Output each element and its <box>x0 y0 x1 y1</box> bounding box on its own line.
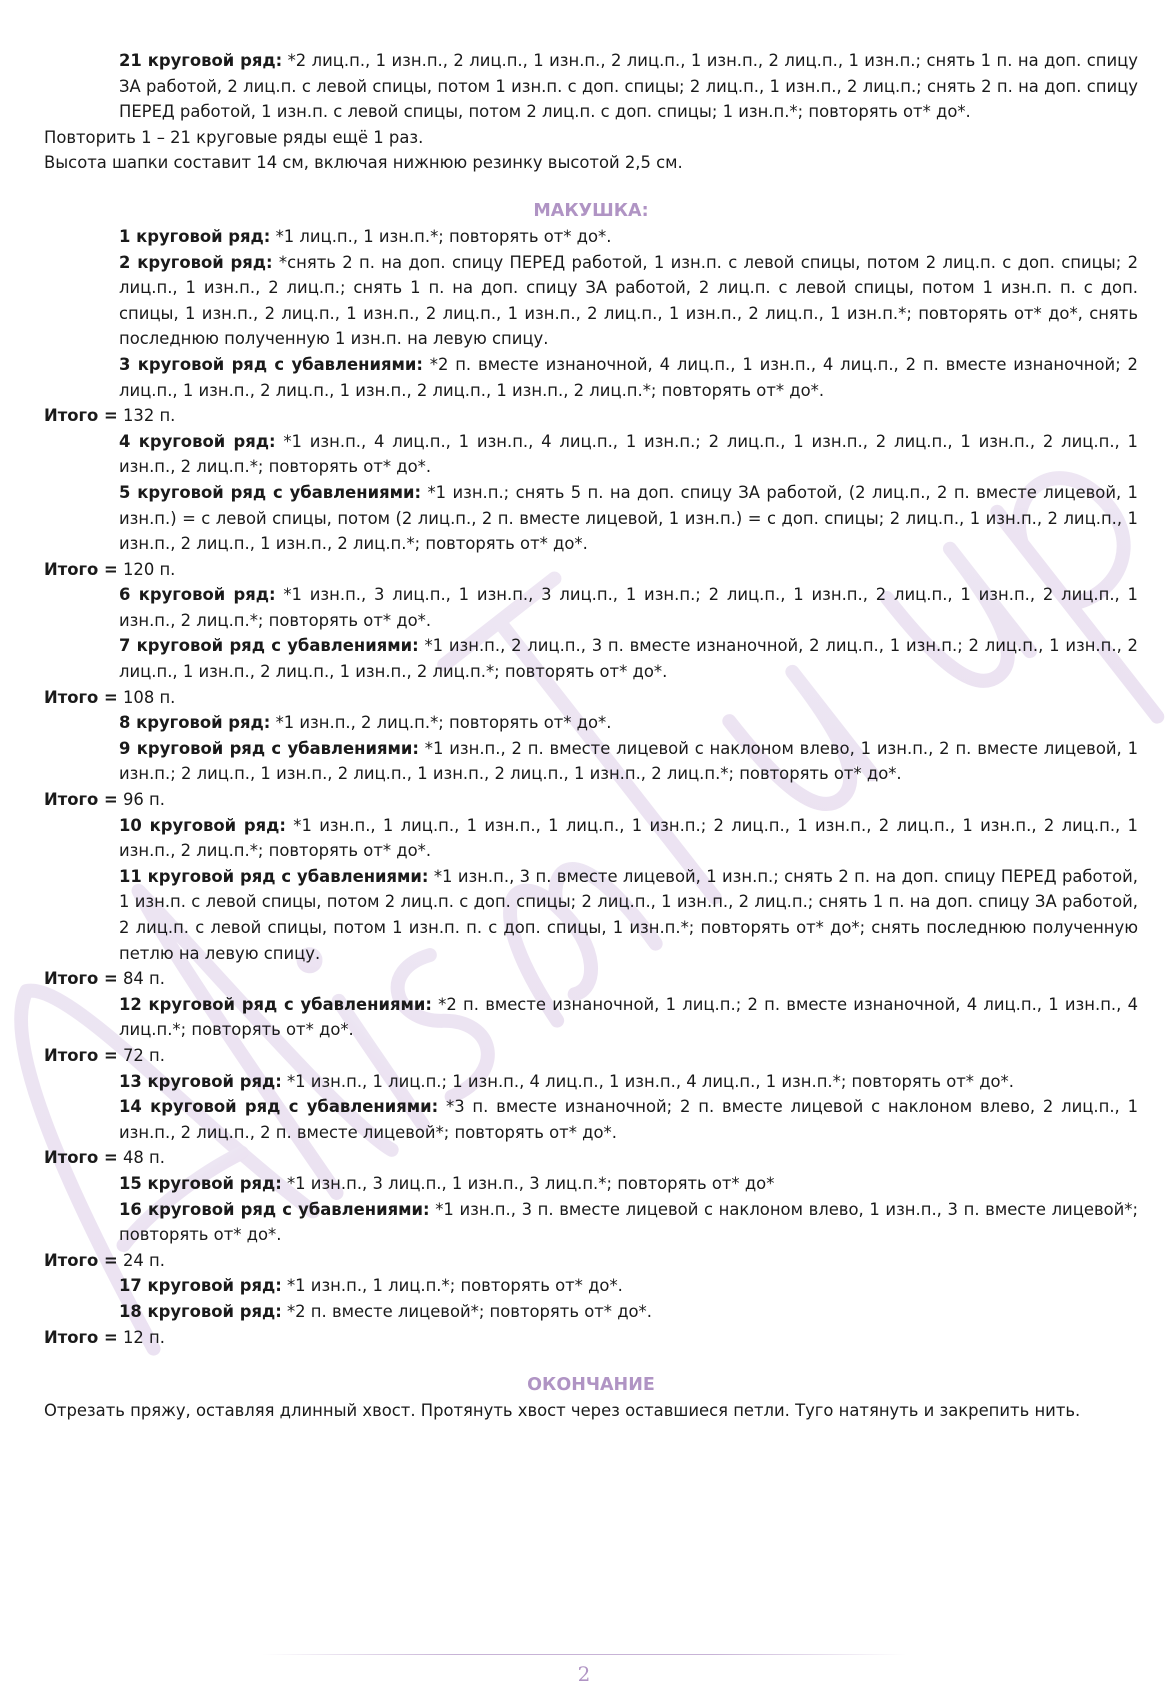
total-label: Итого = <box>44 1327 118 1347</box>
crown-row <box>44 480 1138 557</box>
total-label: Итого = <box>44 559 118 579</box>
stitch-total <box>44 1325 1138 1351</box>
crown-row <box>44 250 1138 352</box>
crown-row <box>44 813 1138 864</box>
row-text: *1 изн.п.; снять 5 п. на доп. спицу ЗА работой, (2 лиц.п., 2 п. вместе лицевой, 1 изн.п.) = с левой спицы, потом (2 лиц.п., 2 п. вместе лицевой, 1 изн.п.) = с доп. спицы; 2 лиц.п., 1 изн.п., 2 лиц.п., 1 изн.п., 2 лиц.п., 1 изн.п., 2 лиц.п.*; повторять от* до*. <box>119 482 1138 554</box>
total-value: 24 п. <box>117 1250 165 1270</box>
row-label: 6 круговой ряд: <box>119 585 276 605</box>
total-label: Итого = <box>44 406 118 426</box>
total-value: 132 п. <box>117 406 176 426</box>
row-text: *1 изн.п., 4 лиц.п., 1 изн.п., 4 лиц.п., 1 изн.п.; 2 лиц.п., 1 изн.п., 2 лиц.п., 1 изн.п., 2 лиц.п., 1 изн.п., 2 лиц.п.*; повторять от* до*. <box>119 431 1138 477</box>
row-text: *2 п. вместе изнаночной, 1 лиц.п.; 2 п. вместе изнаночной, 4 лиц.п., 1 изн.п., 4 лиц.п.*; повторять от* до*. <box>119 994 1139 1040</box>
stitch-total <box>44 685 1138 711</box>
total-label: Итого = <box>44 790 118 810</box>
row-label: 12 круговой ряд с убавлениями: <box>119 994 432 1014</box>
stitch-total <box>44 1248 1138 1274</box>
crown-row <box>44 1273 1138 1299</box>
row-label: 15 круговой ряд: <box>119 1173 282 1193</box>
crown-row <box>44 352 1138 403</box>
row-text: *1 изн.п., 2 лиц.п.*; повторять от* до*. <box>270 713 612 733</box>
row-label: 13 круговой ряд: <box>119 1071 282 1091</box>
crown-row <box>44 429 1138 480</box>
total-value: 48 п. <box>117 1148 165 1168</box>
total-value: 120 п. <box>117 559 176 579</box>
row-text: *1 изн.п., 2 лиц.п., 3 п. вместе изнаночной, 2 лиц.п., 1 изн.п.; 2 лиц.п., 1 изн.п., 2 лиц.п., 1 изн.п., 2 лиц.п., 1 изн.п., 2 лиц.п.*; повторять от* до*. <box>119 636 1138 682</box>
crown-row <box>44 736 1138 787</box>
stitch-total <box>44 557 1138 583</box>
crown-row <box>44 1197 1138 1248</box>
stitch-total <box>44 403 1138 429</box>
row-text: *1 изн.п., 2 п. вместе лицевой с наклоном влево, 1 изн.п., 2 п. вместе лицевой, 1 изн.п.; 2 лиц.п., 1 изн.п., 2 лиц.п., 1 изн.п., 2 лиц.п., 1 изн.п., 2 лиц.п.*; повторять от* до*. <box>119 738 1138 784</box>
total-value: 108 п. <box>117 687 176 707</box>
row-label: 2 круговой ряд: <box>119 252 273 272</box>
total-label: Итого = <box>44 687 118 707</box>
crown-row <box>44 710 1138 736</box>
row-text: *1 изн.п., 1 лиц.п., 1 изн.п., 1 лиц.п., 1 изн.п.; 2 лиц.п., 1 изн.п., 2 лиц.п., 1 изн.п., 2 лиц.п., 1 изн.п., 2 лиц.п.*; повторять от* до*. <box>119 815 1138 861</box>
row-label: 8 круговой ряд: <box>119 713 271 733</box>
crown-rows <box>44 224 1138 1350</box>
crown-row <box>44 1069 1138 1095</box>
row-label: 18 круговой ряд: <box>119 1301 282 1321</box>
crown-row <box>44 864 1138 966</box>
row-label: 4 круговой ряд: <box>119 431 276 451</box>
row-text: *снять 2 п. на доп. спицу ПЕРЕД работой, 1 изн.п. с левой спицы, потом 2 лиц.п. с доп. спицы; 2 лиц.п., 1 изн.п., 2 лиц.п.; снять 1 п. на доп. спицу ЗА работой, 2 лиц.п. с левой спицы, потом 1 изн.п. п. с доп. спицы, 1 изн.п., 2 лиц.п., 1 изн.п., 2 лиц.п., 1 изн.п., 2 лиц.п., 1 изн.п., 2 лиц.п., 1 изн.п.*; повторять от* до*, снять последнюю полученную 1 изн.п. на левую спицу. <box>119 252 1139 349</box>
total-label: Итого = <box>44 1148 118 1168</box>
intro-row-21 <box>44 48 1138 125</box>
row-text: *1 изн.п., 3 п. вместе лицевой с наклоном влево, 1 изн.п., 3 п. вместе лицевой*; повторять от* до*. <box>119 1199 1139 1245</box>
row-text: *1 изн.п., 3 лиц.п., 1 изн.п., 3 лиц.п.*; повторять от* до* <box>281 1173 775 1193</box>
row-label: 9 круговой ряд с убавлениями: <box>119 738 419 758</box>
crown-row <box>44 633 1138 684</box>
row-label: 14 круговой ряд с убавлениями: <box>119 1097 439 1117</box>
stitch-total <box>44 787 1138 813</box>
total-label: Итого = <box>44 1045 118 1065</box>
crown-row <box>44 224 1138 250</box>
stitch-total <box>44 1043 1138 1069</box>
row-text: *2 п. вместе изнаночной, 4 лиц.п., 1 изн.п., 4 лиц.п., 2 п. вместе изнаночной; 2 лиц.п., 1 изн.п., 2 лиц.п., 1 изн.п., 2 лиц.п., 1 изн.п., 2 лиц.п.*; повторять от* до*. <box>119 354 1138 400</box>
total-value: 12 п. <box>117 1327 165 1347</box>
row-label: 1 круговой ряд: <box>119 226 271 246</box>
crown-row <box>44 1094 1138 1145</box>
row-text: *3 п. вместе изнаночной; 2 п. вместе лицевой с наклоном влево, 2 лиц.п., 1 изн.п., 2 лиц.п., 2 п. вместе лицевой*; повторять от* до*. <box>119 1097 1139 1142</box>
total-label: Итого = <box>44 969 118 989</box>
row-label: 16 круговой ряд с убавлениями: <box>119 1199 430 1219</box>
row-label: 3 круговой ряд с убавлениями: <box>119 354 423 374</box>
height-note: Высота шапки составит 14 см, включая нижнюю резинку высотой 2,5 см. <box>44 153 683 173</box>
row-text: *1 изн.п., 3 лиц.п., 1 изн.п., 3 лиц.п., 1 изн.п.; 2 лиц.п., 1 изн.п., 2 лиц.п., 1 изн.п., 2 лиц.п., 1 изн.п., 2 лиц.п.*; повторять от* до*. <box>119 585 1138 630</box>
row-text: *1 лиц.п., 1 изн.п.*; повторять от* до*. <box>270 226 612 246</box>
total-value: 96 п. <box>117 790 165 810</box>
repeat-instruction: Повторить 1 – 21 круговые ряды ещё 1 раз. <box>44 127 424 147</box>
total-value: 72 п. <box>117 1045 165 1065</box>
row-label: 21 круговой ряд: <box>119 51 283 70</box>
finish-heading: ОКОНЧАНИЕ <box>527 1375 655 1396</box>
crown-row <box>44 1171 1138 1197</box>
page-number: 2 <box>577 1662 591 1686</box>
row-label: 11 круговой ряд с убавлениями: <box>119 866 429 886</box>
row-label: 7 круговой ряд с убавлениями: <box>119 636 419 656</box>
crown-row <box>44 582 1138 633</box>
crown-heading: МАКУШКА: <box>533 200 649 221</box>
row-label: 5 круговой ряд с убавлениями: <box>119 482 422 502</box>
crown-row <box>44 992 1138 1043</box>
row-text: *1 изн.п., 3 п. вместе лицевой, 1 изн.п.; снять 2 п. на доп. спицу ПЕРЕД работой, 1 изн.п. с левой спицы, потом 2 лиц.п. с доп. спицы; 2 лиц.п., 1 изн.п., 2 лиц.п.; снять 1 п. на доп. спицу ЗА работой, 2 лиц.п. с левой спицы, потом 1 изн.п. п. с доп. спицы, 1 изн.п.*; повторять от* до*; снять последнюю полученную петлю на левую спицу. <box>119 866 1138 963</box>
crown-row <box>44 1299 1138 1325</box>
total-label: Итого = <box>44 1250 118 1270</box>
footer-divider <box>262 1654 906 1655</box>
row-text: *1 изн.п., 1 лиц.п.*; повторять от* до*. <box>281 1276 623 1296</box>
row-label: 10 круговой ряд: <box>119 815 286 835</box>
row-text: *2 лиц.п., 1 изн.п., 2 лиц.п., 1 изн.п., 2 лиц.п., 1 изн.п., 2 лиц.п., 1 изн.п.; снять 1 п. на доп. спицу ЗА работой, 2 лиц.п. с левой спицы, потом 1 изн.п. с доп. спицы; 2 лиц.п., 1 изн.п., 2 лиц.п.; снять 2 п. на доп. спицу ПЕРЕД работой, 1 изн.п. с левой спицы, потом 2 лиц.п. с доп. спицы; 1 изн.п.*; повторять от* до*. <box>119 51 1138 122</box>
stitch-total <box>44 1145 1138 1171</box>
total-value: 84 п. <box>117 969 165 989</box>
row-text: *2 п. вместе лицевой*; повторять от* до*. <box>281 1301 652 1321</box>
row-label: 17 круговой ряд: <box>119 1276 282 1296</box>
stitch-total <box>44 966 1138 992</box>
finish-text: Отрезать пряжу, оставляя длинный хвост. Протянуть хвост через оставшиеся петли. Туго натянуть и закрепить нить. <box>44 1401 1081 1421</box>
row-text: *1 изн.п., 1 лиц.п.; 1 изн.п., 4 лиц.п., 1 изн.п., 4 лиц.п., 1 изн.п.*; повторять от* до*. <box>281 1071 1014 1091</box>
